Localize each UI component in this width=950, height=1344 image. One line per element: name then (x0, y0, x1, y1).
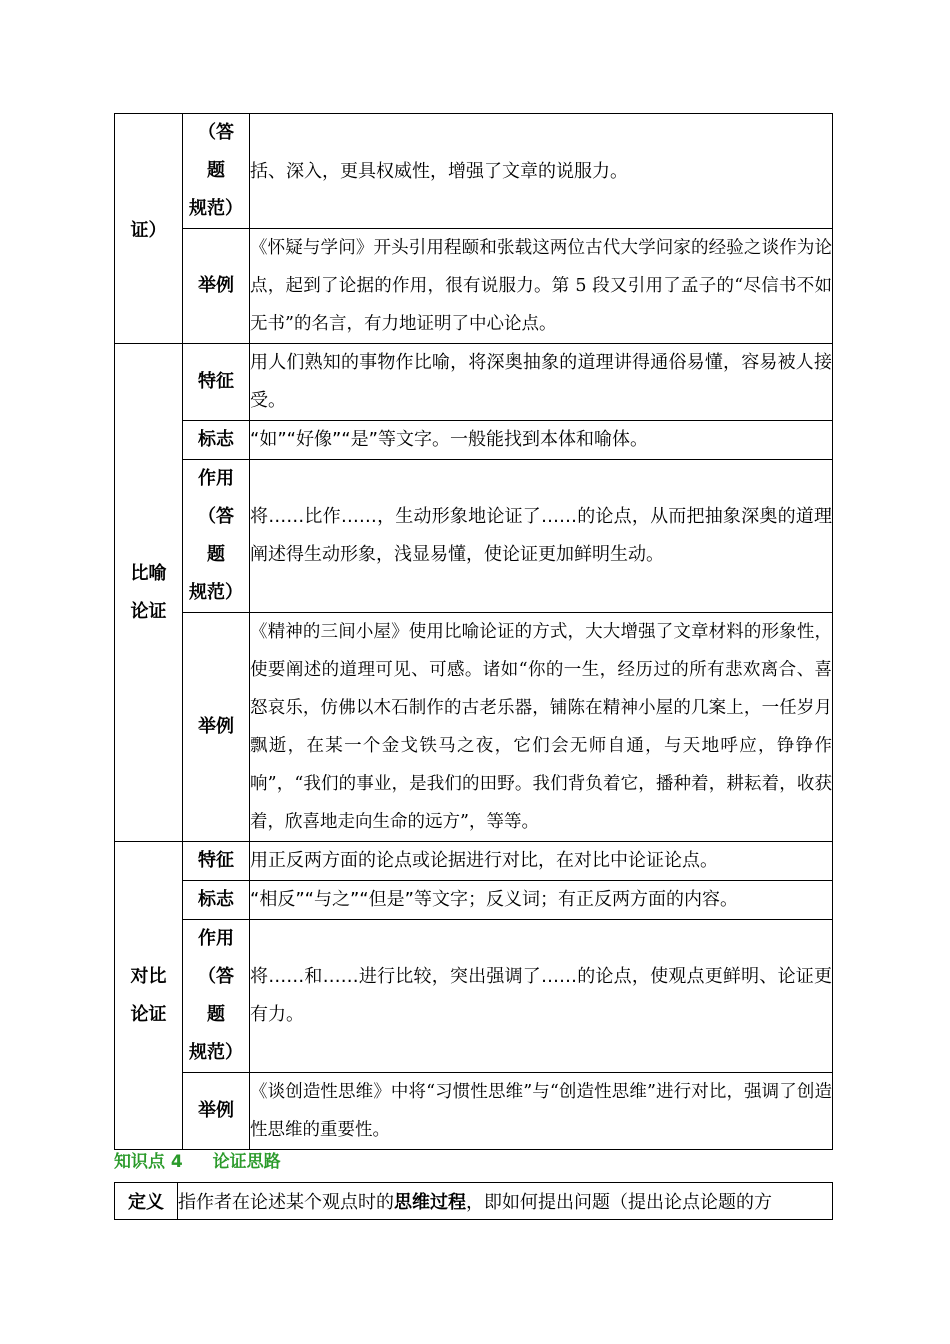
usage-label: 作用 （答 题 规范） (189, 468, 243, 603)
definition-table (114, 1182, 833, 1220)
example-text-cell (250, 229, 833, 344)
example-label: 举例 (198, 1100, 234, 1121)
example-label-cell (183, 613, 250, 842)
definition-label: 定义 (128, 1192, 164, 1213)
definition-label-cell (115, 1183, 178, 1220)
example-text-cell (250, 1073, 833, 1150)
usage-text: 将……比作……，生动形象地论证了……的论点，从而把抽象深奥的道理阐述得生动形象，浅显易懂，使论证更加鲜明生动。 (250, 506, 832, 565)
feature-text: 用人们熟知的事物作比喻，将深奥抽象的道理讲得通俗易懂，容易被人接受。 (250, 352, 832, 411)
definition-text-cell (178, 1183, 833, 1220)
example-label-cell (183, 229, 250, 344)
knowledge-point-number: 知识点 4 (114, 1152, 183, 1172)
category-cell (115, 114, 183, 344)
usage-text: 括、深入，更具权威性，增强了文章的说服力。 (250, 161, 628, 182)
category-cell-contrast (115, 842, 183, 1150)
knowledge-point-heading (114, 1149, 281, 1175)
mark-label: 标志 (198, 889, 234, 910)
mark-text: “相反”“与之”“但是”等文字；反义词；有正反两方面的内容。 (250, 889, 738, 910)
mark-label-cell (183, 421, 250, 460)
feature-text-cell (250, 344, 833, 421)
mark-label-cell (183, 881, 250, 920)
feature-text: 用正反两方面的论点或论据进行对比，在对比中论证论点。 (250, 850, 718, 871)
example-text: 《精神的三间小屋》使用比喻论证的方式，大大增强了文章材料的形象性，使要阐述的道理可见、可感。诸如“你的一生，经历过的所有悲欢离合、喜怒哀乐，仿佛以木石制作的古老乐器，铺陈在精神小屋的几案上，一任岁月飘逝，在某一个金戈铁马之夜，它们会无师自通，与天地呼应，铮铮作响”，“我们的事业，是我们的田野。我们背负着它，播种着，耕耘着，收获着，欣喜地走向生命的远方”，等等。 (250, 622, 832, 832)
definition-text-bold: 思维过程 (394, 1192, 466, 1213)
usage-label: （答 题 规范） (189, 122, 243, 219)
example-text: 《怀疑与学问》开头引用程颐和张载这两位古代大学问家的经验之谈作为论点，起到了论据的作用，很有说服力。第 5 段又引用了孟子的“尽信书不如无书”的名言，有力地证明了中心论点。 (250, 238, 832, 334)
usage-label: 作用 （答 题 规范） (189, 928, 243, 1063)
example-text: 《谈创造性思维》中将“习惯性思维”与“创造性思维”进行对比，强调了创造性思维的重要性。 (250, 1082, 832, 1140)
mark-label: 标志 (198, 429, 234, 450)
usage-label-cell (183, 920, 250, 1073)
feature-label: 特征 (198, 371, 234, 392)
example-label: 举例 (198, 716, 234, 737)
usage-text: 将……和……进行比较，突出强调了……的论点，使观点更鲜明、论证更有力。 (250, 966, 832, 1025)
feature-text-cell (250, 842, 833, 881)
mark-text-cell (250, 881, 833, 920)
mark-text: “如”“好像”“是”等文字。一般能找到本体和喻体。 (250, 429, 648, 450)
usage-text-cell (250, 460, 833, 613)
usage-text-cell (250, 114, 833, 229)
mark-text-cell (250, 421, 833, 460)
usage-label-cell (183, 460, 250, 613)
category-cell-metaphor (115, 344, 183, 842)
category-label: 对比 论证 (130, 965, 167, 1025)
example-label-cell (183, 1073, 250, 1150)
definition-text-before: 指作者在论述某个观点时的 (178, 1192, 394, 1213)
example-label: 举例 (198, 275, 234, 296)
category-label: 证） (130, 219, 167, 241)
usage-label-cell (183, 114, 250, 229)
knowledge-point-title: 论证思路 (212, 1152, 281, 1172)
feature-label: 特征 (198, 850, 234, 871)
feature-label-cell (183, 344, 250, 421)
argument-methods-table (114, 113, 833, 1150)
usage-text-cell (250, 920, 833, 1073)
feature-label-cell (183, 842, 250, 881)
definition-text-after: ，即如何提出问题（提出论点论题的方 (466, 1192, 772, 1213)
category-label: 比喻 论证 (130, 562, 167, 622)
example-text-cell (250, 613, 833, 842)
